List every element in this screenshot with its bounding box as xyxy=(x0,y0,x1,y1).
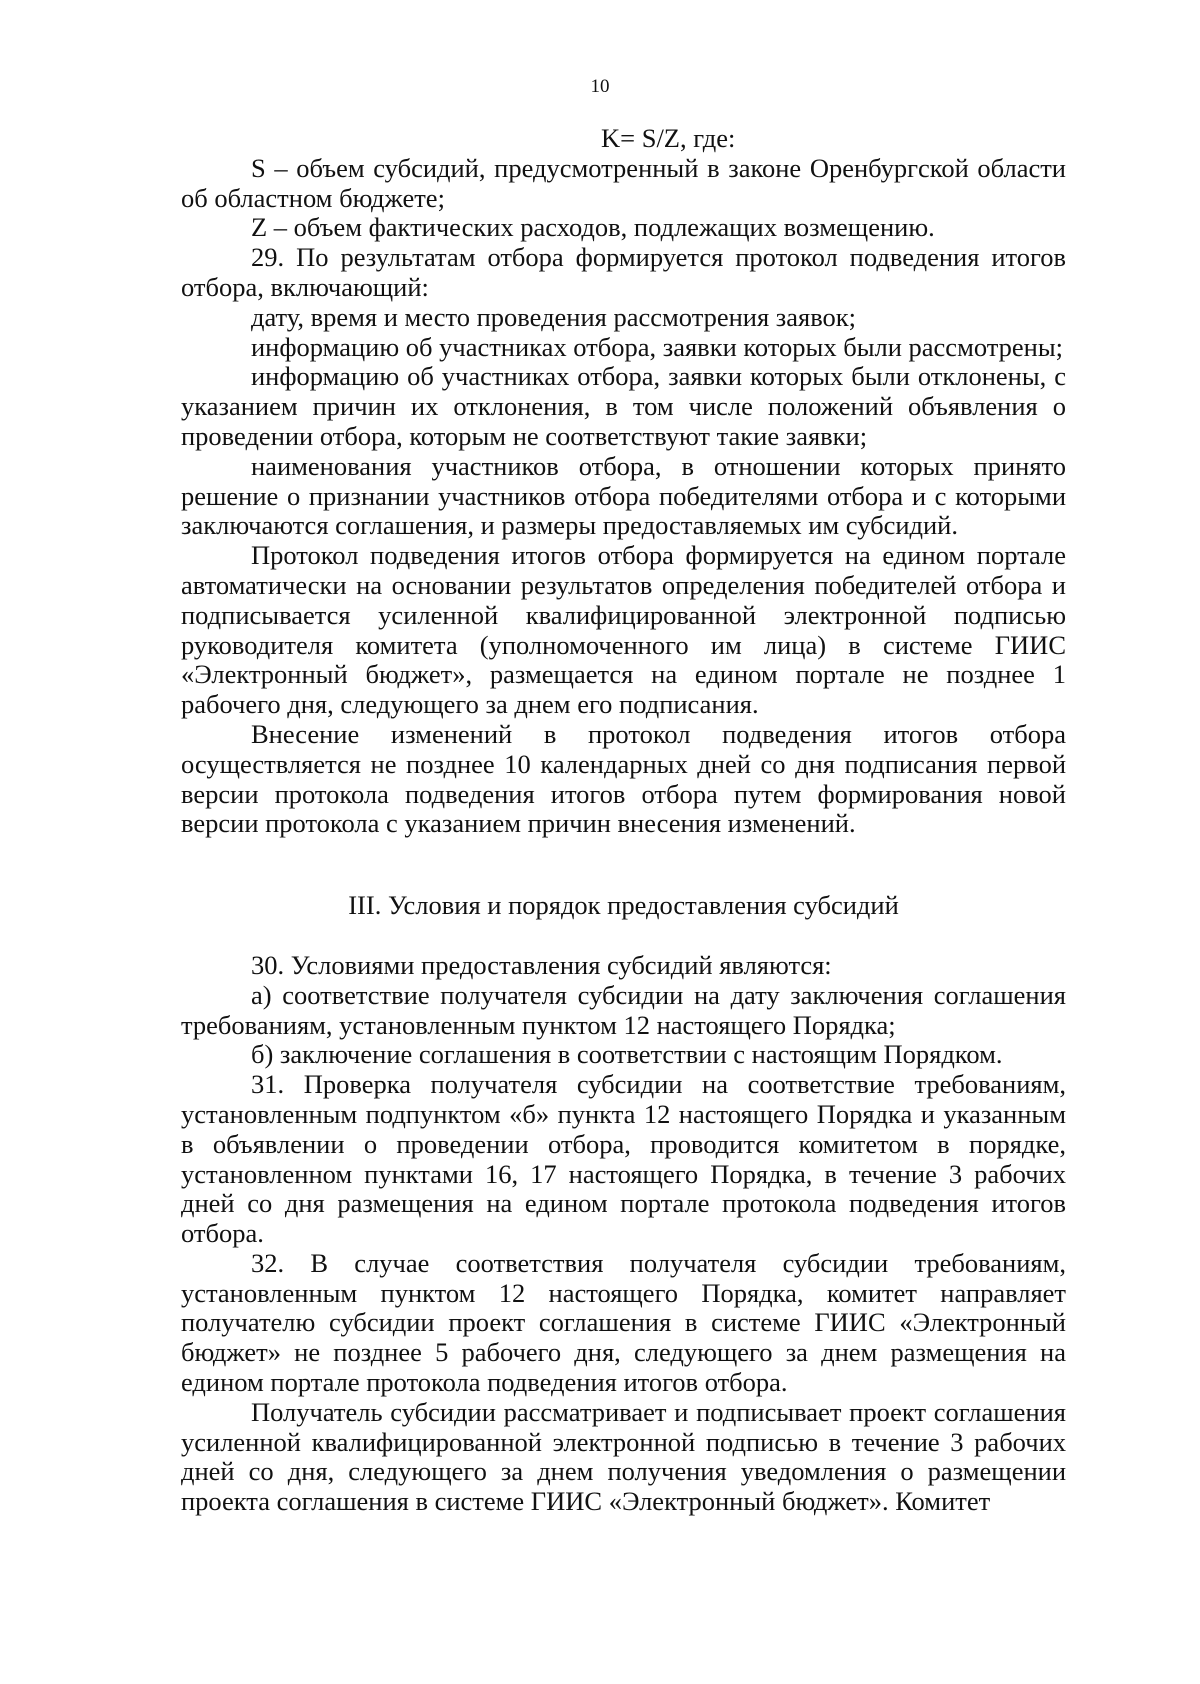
paragraph-31: 31. Проверка получателя субсидии на соответствие требованиям, установленным подпунктом «б» пункта 12 настоящего Порядка и указанным в объявлении о проведении отбора, проводится комитетом в порядке, установленном пунктами 16, 17 настоящего Порядка, в течение 3 рабочих дней со дня размещения на едином портале протокола подведения итогов отбора. xyxy=(181,1069,1066,1249)
paragraph-29-item-winners: наименования участников отбора, в отношении которых принято решение о признании участников отбора победителями отбора и с которыми заключаются соглашения, и размеры предоставляемых им субсидий. xyxy=(181,450,1066,541)
paragraph-z-definition: Z – объем фактических расходов, подлежащих возмещению. xyxy=(251,212,935,243)
paragraph-30-item-b: б) заключение соглашения в соответствии с настоящим Порядком. xyxy=(251,1039,1003,1070)
paragraph-29-item-reviewed: информацию об участниках отбора, заявки которых были рассмотрены; xyxy=(251,331,1064,362)
section-heading: III. Условия и порядок предоставления субсидий xyxy=(348,890,899,921)
page-number: 10 xyxy=(590,76,610,97)
paragraph-32-continuation: Получатель субсидии рассматривает и подписывает проект соглашения усиленной квалифицированной электронной подписью в течение 3 рабочих дней со дня, следующего за днем получения уведомления о размещении проекта соглашения в системе ГИИС «Электронный бюджет». Комитет xyxy=(181,1396,1066,1517)
formula-line: K= S/Z, где: xyxy=(601,123,736,153)
paragraph-29: 29. По результатам отбора формируется протокол подведения итогов отбора, включающий: xyxy=(181,242,1066,302)
paragraph-29-item-rejected: информацию об участниках отбора, заявки которых были отклонены, с указанием причин их отклонения, в том числе положений объявления о проведении отбора, которым не соответствуют такие заявки; xyxy=(181,361,1066,451)
paragraph-32: 32. В случае соответствия получателя субсидии требованиям, установленным пунктом 12 настоящего Порядка, комитет направляет получателю субсидии проект соглашения в системе ГИИС «Электронный бюджет» не позднее 5 рабочего дня, следующего за днем размещения на едином портале протокола подведения итогов отбора. xyxy=(181,1247,1066,1398)
paragraph-protocol-formation: Протокол подведения итогов отбора формируется на едином портале автоматически на основании результатов определения победителей отбора и подписывается усиленной квалифицированной электронной подписью руководителя комитета (уполномоченного им лица) в системе ГИИС «Электронный бюджет», размещается на едином портале не позднее 1 рабочего дня, следующего за днем его подписания. xyxy=(181,540,1066,720)
document-body xyxy=(181,124,1066,1517)
paragraph-protocol-changes: Внесение изменений в протокол подведения итогов отбора осуществляется не позднее 10 календарных дней со дня подписания первой версии протокола подведения итогов отбора путем формирования новой версии протокола с указанием причин внесения изменений. xyxy=(181,718,1066,839)
paragraph-s-definition: S – объем субсидий, предусмотренный в законе Оренбургской области об областном бюджете; xyxy=(181,152,1066,213)
paragraph-29-item-date: дату, время и место проведения рассмотрения заявок; xyxy=(251,301,857,332)
paragraph-30: 30. Условиями предоставления субсидий являются: xyxy=(251,949,832,980)
paragraph-30-item-a: а) соответствие получателя субсидии на дату заключения соглашения требованиям, установленным пунктом 12 настоящего Порядка; xyxy=(181,979,1066,1040)
